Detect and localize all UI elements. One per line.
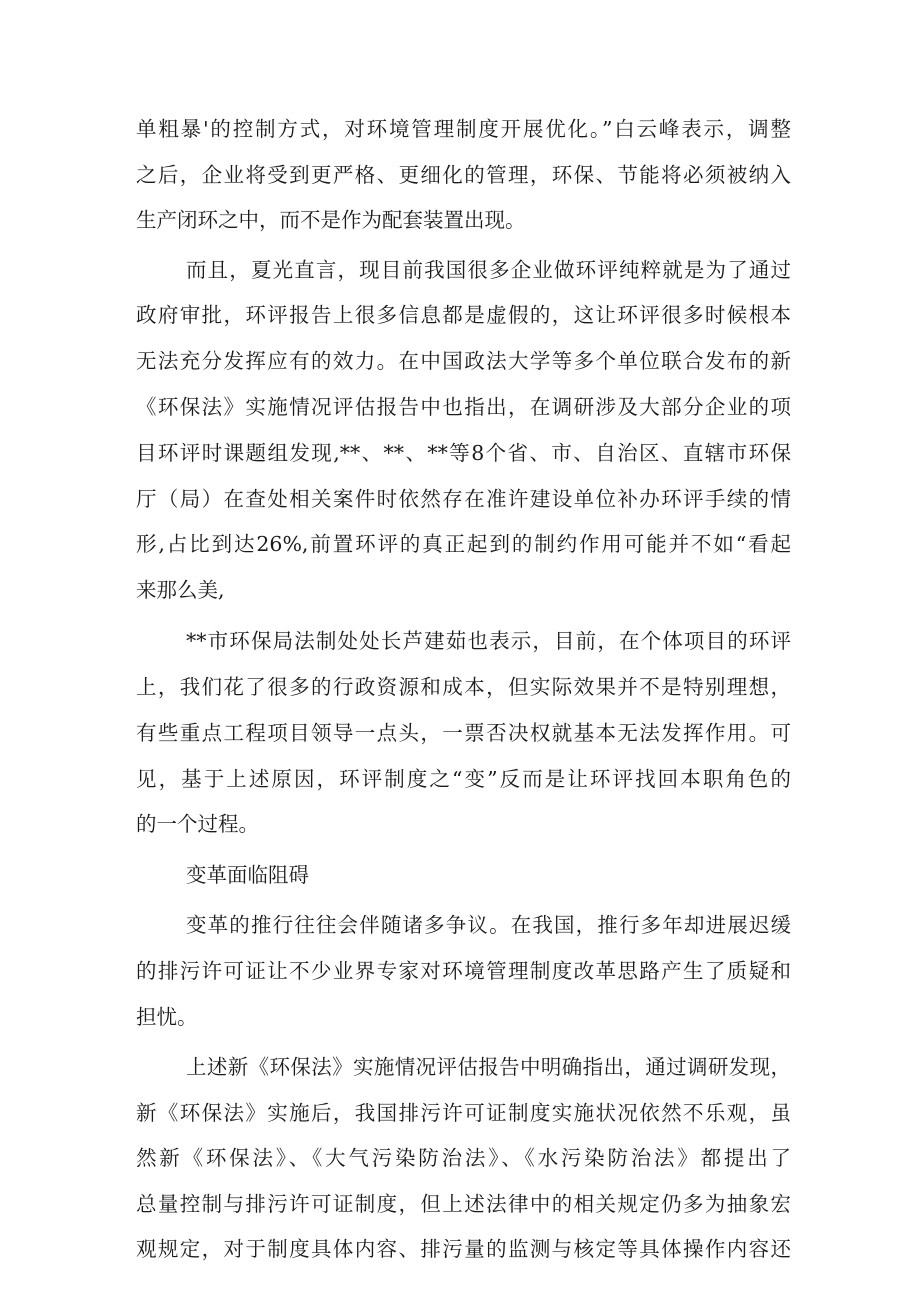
paragraph-2-line-1: 而且，夏光直言，现目前我国很多企业做环评纯粹就是为了通过 — [186, 258, 791, 282]
paragraph-2-line-8: 来那么美, — [136, 578, 225, 602]
paragraph-2-line-2: 政府审批，环评报告上很多信息都是虚假的，这让环评很多时候根本 — [136, 303, 791, 327]
paragraph-2-line-4: 《环保法》实施情况评估报告中也指出，在调研涉及大部分企业的项 — [136, 395, 791, 419]
paragraph-1-line-1: 单粗暴'的控制方式，对环境管理制度开展优化。”白云峰表示，调整 — [136, 117, 791, 141]
paragraph-5-line-2: 新《环保法》实施后，我国排污许可证制度实施状况依然不乐观，虽 — [136, 1101, 791, 1125]
paragraph-5-line-4: 总量控制与排污许可证制度，但上述法律中的相关规定仍多为抽象宏 — [136, 1192, 791, 1216]
paragraph-3-line-5: 的一个过程。 — [136, 812, 259, 836]
paragraph-2-line-3: 无法充分发挥应有的效力。在中国政法大学等多个单位联合发布的新 — [136, 349, 791, 373]
paragraph-2-line-5: 目环评时课题组发现,**、**、**等8个省、市、自治区、直辖市环保 — [136, 441, 791, 465]
paragraph-3-line-4: 见，基于上述原因，环评制度之“变”反而是让环评找回本职角色的 — [136, 767, 791, 791]
paragraph-2-line-6: 厅（局）在查处相关案件时依然存在准许建设单位补办环评手续的情 — [136, 487, 791, 511]
paragraph-4-line-2: 的排污许可证让不少业界专家对环境管理制度改革思路产生了质疑和 — [136, 959, 791, 983]
paragraph-5-line-1: 上述新《环保法》实施情况评估报告中明确指出，通过调研发现， — [186, 1055, 791, 1079]
paragraph-4-line-1: 变革的推行往往会伴随诸多争议。在我国，推行多年却进展迟缓 — [186, 913, 791, 937]
paragraph-4-line-3: 担忧。 — [136, 1005, 198, 1029]
paragraph-1-line-2: 之后，企业将受到更严格、更细化的管理，环保、节能将必须被纳入 — [136, 163, 791, 187]
paragraph-5-line-3: 然新《环保法》、《大气污染防治法》、《水污染防治法》都提出了 — [136, 1146, 791, 1170]
paragraph-3-line-3: 有些重点工程项目领导一点头，一票否决权就基本无法发挥作用。可 — [136, 721, 791, 745]
paragraph-1-line-3: 生产闭环之中，而不是作为配套装置出现。 — [136, 208, 526, 232]
paragraph-5-line-5: 观规定，对于制度具体内容、排污量的监测与核定等具体操作内容还 — [136, 1237, 791, 1261]
section-heading: 变革面临阻碍 — [186, 863, 309, 887]
paragraph-2-line-7: 形,占比到达26%,前置环评的真正起到的制约作用可能并不如“看起 — [136, 532, 791, 556]
paragraph-3-line-1: **市环保局法制处处长芦建茹也表示，目前，在个体项目的环评 — [186, 629, 791, 653]
paragraph-3-line-2: 上，我们花了很多的行政资源和成本，但实际效果并不是特别理想， — [136, 675, 791, 699]
